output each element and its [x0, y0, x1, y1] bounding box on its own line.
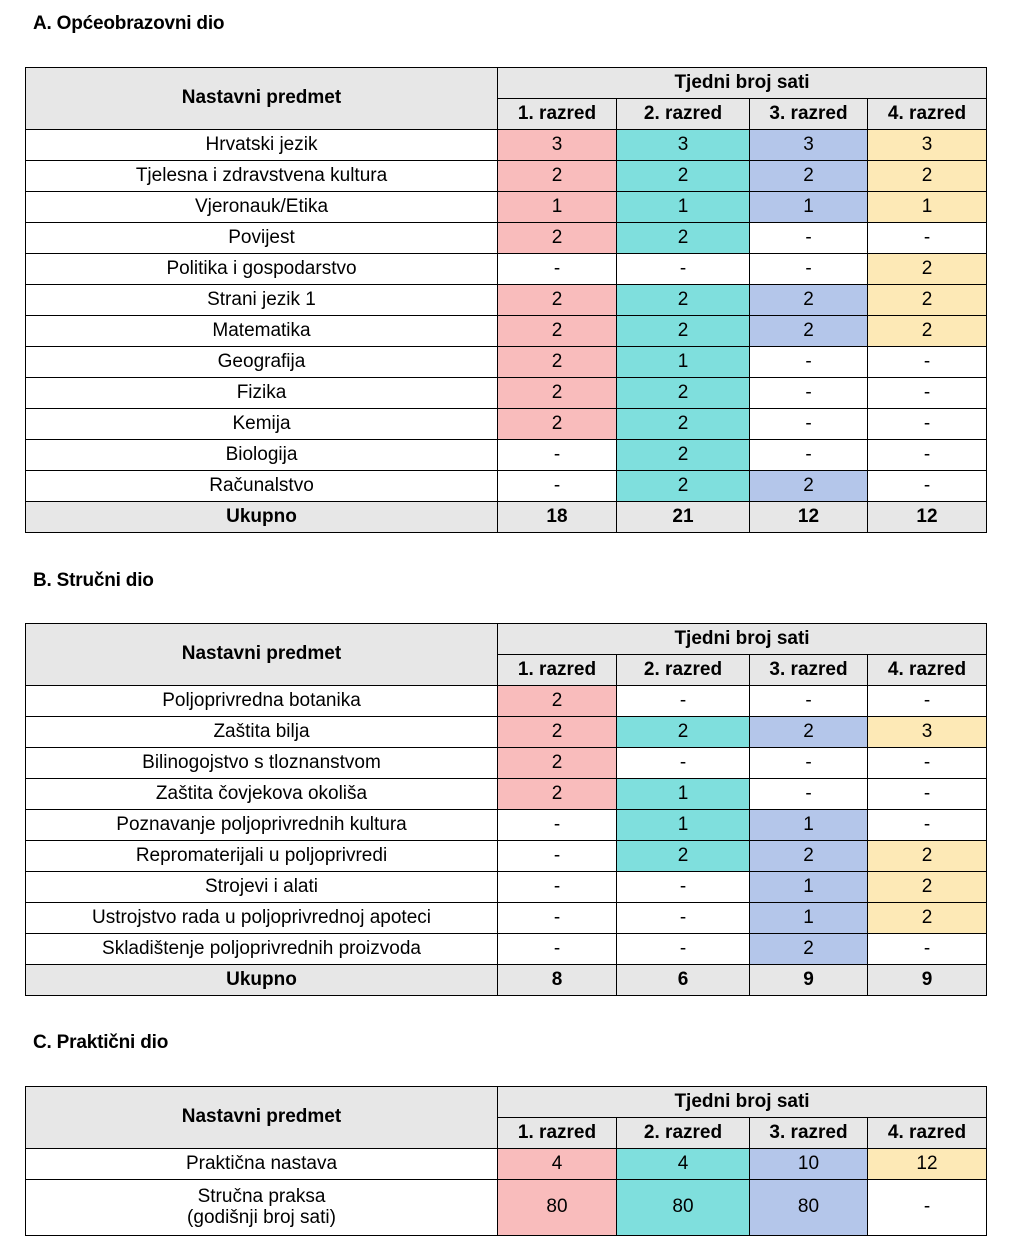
hours-cell: 2 — [498, 409, 617, 440]
hours-cell: 2 — [498, 779, 617, 810]
section-title-c: C. Praktični dio — [33, 1032, 169, 1053]
hours-cell: 4 — [617, 1149, 750, 1180]
subject-cell: Hrvatski jezik — [26, 130, 498, 161]
hours-cell: - — [750, 254, 868, 285]
hours-cell: - — [868, 934, 987, 965]
header-weekly-hours: Tjedni broj sati — [498, 1087, 987, 1118]
hours-cell: - — [868, 779, 987, 810]
hours-cell: 2 — [617, 285, 750, 316]
hours-cell: - — [750, 779, 868, 810]
hours-cell: - — [868, 471, 987, 502]
subject-cell: Biologija — [26, 440, 498, 471]
total-cell: 18 — [498, 502, 617, 533]
hours-cell: - — [868, 686, 987, 717]
hours-cell: 3 — [617, 130, 750, 161]
hours-cell: - — [750, 378, 868, 409]
table-row — [26, 440, 987, 471]
hours-cell: - — [617, 934, 750, 965]
hours-cell: 1 — [498, 192, 617, 223]
subject-cell: Matematika — [26, 316, 498, 347]
hours-cell: 2 — [617, 378, 750, 409]
table-row — [26, 254, 987, 285]
table-row — [26, 409, 987, 440]
hours-cell: 2 — [868, 285, 987, 316]
hours-cell: - — [750, 347, 868, 378]
subject-cell: Računalstvo — [26, 471, 498, 502]
hours-cell: 2 — [498, 378, 617, 409]
header-grade-1: 1. razred — [498, 99, 617, 130]
hours-cell: 2 — [498, 223, 617, 254]
table-row — [26, 285, 987, 316]
total-cell: 9 — [750, 965, 868, 996]
hours-cell: - — [617, 903, 750, 934]
header-grade-4: 4. razred — [868, 655, 987, 686]
subject-cell — [26, 1180, 498, 1236]
hours-cell: 2 — [498, 686, 617, 717]
table-row — [26, 471, 987, 502]
hours-cell: 1 — [617, 347, 750, 378]
hours-cell: 2 — [498, 748, 617, 779]
hours-cell: 2 — [498, 347, 617, 378]
table-practical — [25, 1086, 987, 1236]
header-grade-2: 2. razred — [617, 655, 750, 686]
header-grade-1: 1. razred — [498, 655, 617, 686]
hours-cell: 2 — [617, 161, 750, 192]
hours-cell: 2 — [750, 316, 868, 347]
table-row — [26, 934, 987, 965]
hours-cell: 2 — [617, 440, 750, 471]
hours-cell: - — [498, 440, 617, 471]
header-grade-4: 4. razred — [868, 1118, 987, 1149]
header-weekly-hours: Tjedni broj sati — [498, 624, 987, 655]
table-row — [26, 872, 987, 903]
header-grade-3: 3. razred — [750, 655, 868, 686]
total-cell: 12 — [750, 502, 868, 533]
total-cell: 8 — [498, 965, 617, 996]
table-row — [26, 130, 987, 161]
subject-cell: Geografija — [26, 347, 498, 378]
total-label: Ukupno — [26, 502, 498, 533]
hours-cell: - — [498, 254, 617, 285]
table-row — [26, 686, 987, 717]
hours-cell: - — [868, 409, 987, 440]
hours-cell: 2 — [868, 872, 987, 903]
hours-cell: 1 — [617, 810, 750, 841]
hours-cell: - — [750, 686, 868, 717]
hours-cell: 3 — [750, 130, 868, 161]
hours-cell: - — [868, 748, 987, 779]
subject-cell: Praktična nastava — [26, 1149, 498, 1180]
hours-cell: - — [750, 748, 868, 779]
subject-cell: Strojevi i alati — [26, 872, 498, 903]
total-row — [26, 502, 987, 533]
subject-name: Stručna praksa — [197, 1185, 326, 1207]
section-title-a: A. Općeobrazovni dio — [33, 13, 225, 34]
hours-cell: - — [617, 686, 750, 717]
table-row — [26, 378, 987, 409]
hours-cell: - — [750, 409, 868, 440]
subject-cell: Poznavanje poljoprivrednih kultura — [26, 810, 498, 841]
hours-cell: 1 — [868, 192, 987, 223]
subject-cell: Povijest — [26, 223, 498, 254]
subject-cell: Kemija — [26, 409, 498, 440]
header-grade-2: 2. razred — [617, 99, 750, 130]
subject-cell: Strani jezik 1 — [26, 285, 498, 316]
hours-cell: - — [498, 872, 617, 903]
table-row — [26, 903, 987, 934]
header-grade-2: 2. razred — [617, 1118, 750, 1149]
table-row — [26, 717, 987, 748]
hours-cell: 2 — [750, 934, 868, 965]
hours-cell: 2 — [868, 903, 987, 934]
section-title-b: B. Stručni dio — [33, 570, 154, 591]
hours-cell: - — [617, 254, 750, 285]
table-row — [26, 1180, 987, 1236]
subject-note: (godišnji broj sati) — [187, 1206, 336, 1228]
subject-cell: Zaštita bilja — [26, 717, 498, 748]
hours-cell: - — [498, 471, 617, 502]
hours-cell: - — [868, 378, 987, 409]
hours-cell: - — [750, 440, 868, 471]
hours-cell: 2 — [868, 161, 987, 192]
hours-cell: 1 — [750, 810, 868, 841]
subject-cell: Repromaterijali u poljoprivredi — [26, 841, 498, 872]
hours-cell: - — [868, 1180, 987, 1236]
subject-cell: Poljoprivredna botanika — [26, 686, 498, 717]
hours-cell: - — [868, 223, 987, 254]
hours-cell: 2 — [750, 161, 868, 192]
hours-cell: - — [617, 748, 750, 779]
hours-cell: 2 — [617, 717, 750, 748]
subject-cell: Fizika — [26, 378, 498, 409]
subject-cell: Tjelesna i zdravstvena kultura — [26, 161, 498, 192]
subject-cell: Politika i gospodarstvo — [26, 254, 498, 285]
hours-cell: 2 — [868, 254, 987, 285]
hours-cell: 2 — [868, 841, 987, 872]
subject-cell: Vjeronauk/Etika — [26, 192, 498, 223]
hours-cell: 1 — [750, 872, 868, 903]
table-row — [26, 1149, 987, 1180]
header-subject: Nastavni predmet — [26, 68, 498, 130]
hours-cell: 1 — [617, 779, 750, 810]
table-vocational — [25, 623, 987, 996]
hours-cell: 2 — [617, 471, 750, 502]
table-row — [26, 748, 987, 779]
table-row — [26, 161, 987, 192]
hours-cell: 4 — [498, 1149, 617, 1180]
table-row — [26, 841, 987, 872]
table-row — [26, 779, 987, 810]
hours-cell: 2 — [498, 285, 617, 316]
table-row — [26, 347, 987, 378]
total-cell: 6 — [617, 965, 750, 996]
hours-cell: 1 — [617, 192, 750, 223]
total-row — [26, 965, 987, 996]
hours-cell: 2 — [750, 285, 868, 316]
total-cell: 21 — [617, 502, 750, 533]
hours-cell: - — [498, 903, 617, 934]
total-cell: 12 — [868, 502, 987, 533]
table-row — [26, 223, 987, 254]
hours-cell: 80 — [617, 1180, 750, 1236]
hours-cell: 2 — [498, 161, 617, 192]
table-row — [26, 192, 987, 223]
hours-cell: 2 — [617, 223, 750, 254]
hours-cell: - — [498, 934, 617, 965]
header-subject: Nastavni predmet — [26, 1087, 498, 1149]
subject-cell: Bilinogojstvo s tloznanstvom — [26, 748, 498, 779]
hours-cell: 2 — [750, 717, 868, 748]
hours-cell: 2 — [617, 316, 750, 347]
subject-cell: Ustrojstvo rada u poljoprivrednoj apoteci — [26, 903, 498, 934]
hours-cell: 2 — [498, 316, 617, 347]
hours-cell: 3 — [498, 130, 617, 161]
hours-cell: - — [617, 872, 750, 903]
header-subject: Nastavni predmet — [26, 624, 498, 686]
table-general-education — [25, 67, 987, 533]
header-grade-4: 4. razred — [868, 99, 987, 130]
hours-cell: 2 — [617, 841, 750, 872]
header-grade-3: 3. razred — [750, 99, 868, 130]
hours-cell: - — [868, 347, 987, 378]
hours-cell: 12 — [868, 1149, 987, 1180]
hours-cell: - — [498, 841, 617, 872]
subject-cell: Skladištenje poljoprivrednih proizvoda — [26, 934, 498, 965]
hours-cell: - — [498, 810, 617, 841]
hours-cell: - — [868, 440, 987, 471]
hours-cell: 10 — [750, 1149, 868, 1180]
header-grade-3: 3. razred — [750, 1118, 868, 1149]
hours-cell: - — [868, 810, 987, 841]
hours-cell: 2 — [750, 841, 868, 872]
hours-cell: 3 — [868, 130, 987, 161]
header-grade-1: 1. razred — [498, 1118, 617, 1149]
hours-cell: - — [750, 223, 868, 254]
hours-cell: 2 — [498, 717, 617, 748]
hours-cell: 80 — [750, 1180, 868, 1236]
hours-cell: 1 — [750, 192, 868, 223]
hours-cell: 1 — [750, 903, 868, 934]
total-label: Ukupno — [26, 965, 498, 996]
total-cell: 9 — [868, 965, 987, 996]
header-weekly-hours: Tjedni broj sati — [498, 68, 987, 99]
subject-cell: Zaštita čovjekova okoliša — [26, 779, 498, 810]
hours-cell: 2 — [750, 471, 868, 502]
hours-cell: 2 — [617, 409, 750, 440]
table-row — [26, 810, 987, 841]
table-row — [26, 316, 987, 347]
hours-cell: 2 — [868, 316, 987, 347]
hours-cell: 3 — [868, 717, 987, 748]
hours-cell: 80 — [498, 1180, 617, 1236]
